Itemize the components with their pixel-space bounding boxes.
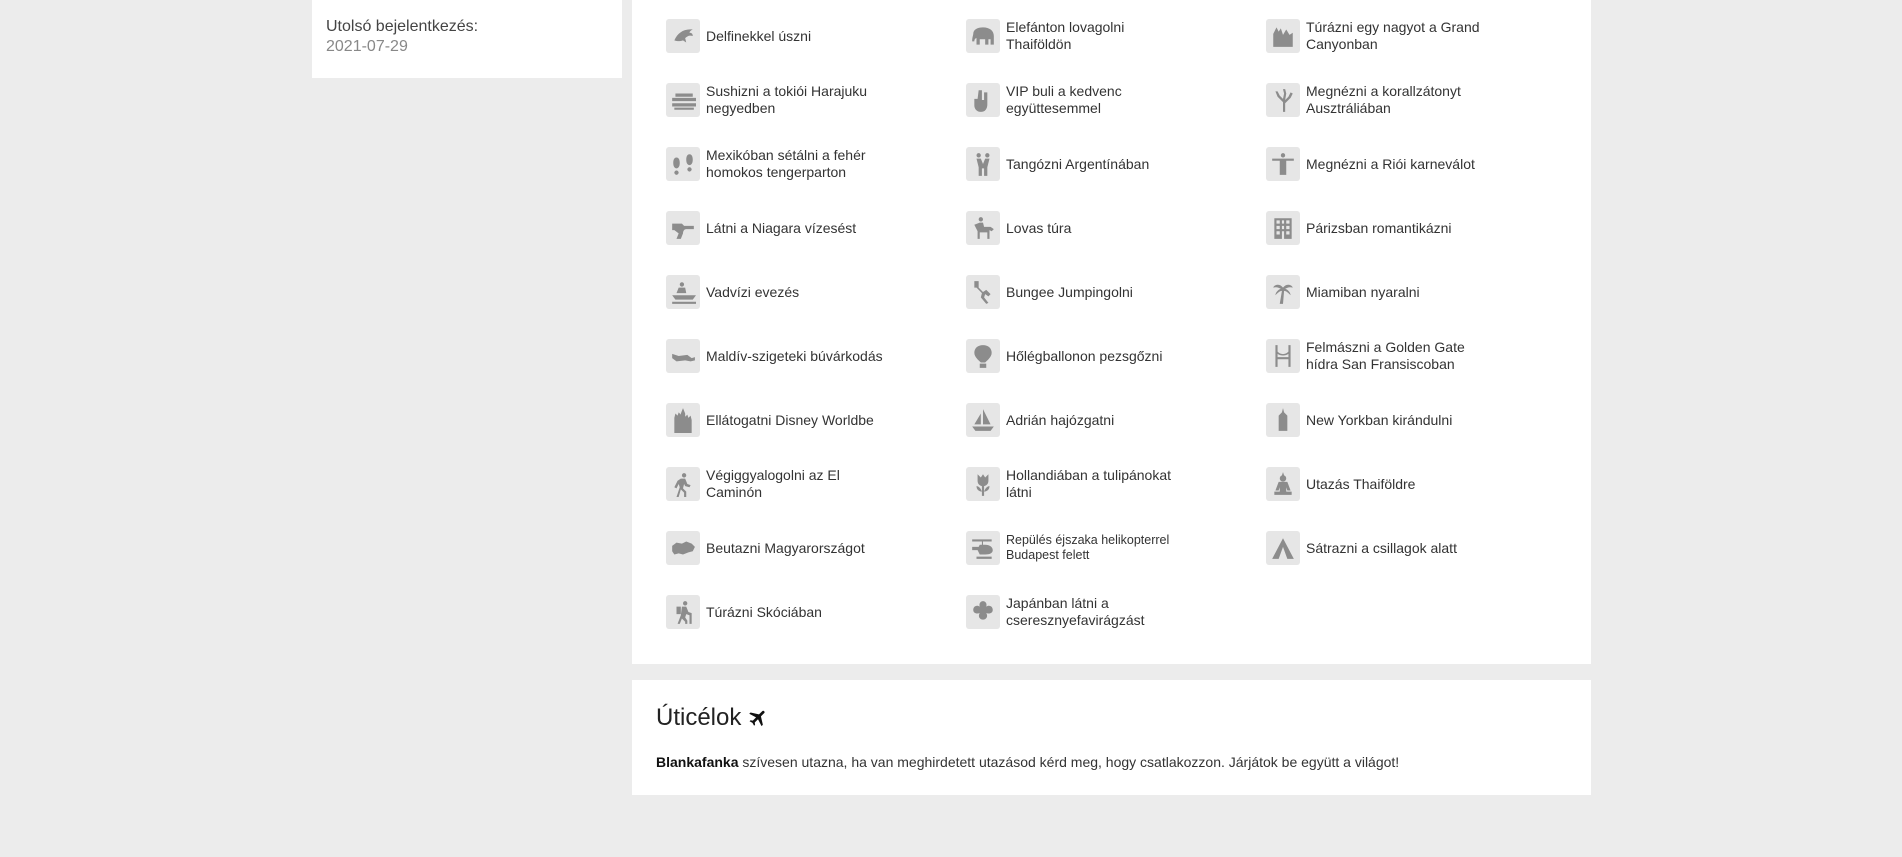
- waterfall-icon: [666, 211, 700, 245]
- wishlist-item-label: Végiggyalogolni az El Caminón: [706, 467, 840, 500]
- sailboat-icon: [966, 403, 1000, 437]
- wishlist-item-label: Tangózni Argentínában: [1006, 155, 1150, 172]
- wishlist-item-label: Megnézni a Riói karneválot: [1306, 155, 1475, 172]
- wishlist-item[interactable]: [666, 395, 956, 445]
- wishlist-item-label: Adrián hajózgatni: [1006, 411, 1115, 428]
- wishlist-item[interactable]: [966, 139, 1256, 189]
- wishlist-item[interactable]: [966, 11, 1256, 61]
- wishlist-item[interactable]: [966, 331, 1256, 381]
- wishlist-item-label: Sushizni a tokiói Harajuku negyedben: [706, 83, 868, 116]
- wishlist-item[interactable]: [666, 203, 956, 253]
- wishlist-item-label: Utazás Thaiföldre: [1306, 475, 1416, 492]
- wishlist-item[interactable]: [666, 75, 956, 125]
- wishlist-item[interactable]: [666, 11, 956, 61]
- wishlist-item-label: Delfinekkel úszni: [706, 27, 812, 44]
- wishlist-item[interactable]: [1266, 139, 1556, 189]
- wishlist-item[interactable]: [966, 267, 1256, 317]
- hot-air-balloon-icon: [966, 339, 1000, 373]
- wishlist-item[interactable]: [1266, 11, 1556, 61]
- wishlist-item[interactable]: [1266, 459, 1556, 509]
- wishlist-card: [632, 0, 1591, 664]
- christ-statue-icon: [1266, 147, 1300, 181]
- destinations-text: szívesen utazna, ha van meghirdetett utazásod kérd meg, hogy csatlakozzon. Járjátok be együtt a világot!: [738, 754, 1400, 770]
- bridge-icon: [1266, 339, 1300, 373]
- tent-icon: [1266, 531, 1300, 565]
- wishlist-item[interactable]: [1266, 267, 1556, 317]
- wishlist-item[interactable]: [666, 523, 956, 573]
- wishlist-item-label: Ellátogatni Disney Worldbe: [706, 411, 874, 428]
- wishlist-item[interactable]: [966, 395, 1256, 445]
- palm-tree-icon: [1266, 275, 1300, 309]
- destinations-card: [632, 680, 1591, 795]
- wishlist-item[interactable]: [1266, 331, 1556, 381]
- canyon-icon: [1266, 19, 1300, 53]
- walker-icon: [666, 467, 700, 501]
- wishlist-item[interactable]: [966, 203, 1256, 253]
- paris-building-icon: [1266, 211, 1300, 245]
- wishlist-item-label: Megnézni a korallzátonyt Ausztráliában: [1306, 83, 1461, 116]
- wishlist-item[interactable]: [666, 587, 956, 637]
- diver-icon: [666, 339, 700, 373]
- destinations-title: Úticélok: [656, 704, 742, 731]
- wishlist-item[interactable]: [666, 267, 956, 317]
- last-login-value: 2021-07-29: [326, 38, 408, 55]
- rafting-icon: [666, 275, 700, 309]
- sushi-icon: [666, 83, 700, 117]
- buddha-icon: [1266, 467, 1300, 501]
- wishlist-item-label: Elefánton lovagolni Thaiföldön: [1006, 19, 1125, 52]
- tango-icon: [966, 147, 1000, 181]
- hungary-map-icon: [666, 531, 700, 565]
- wishlist-item-label: Vadvízi evezés: [706, 283, 800, 300]
- wishlist-item-label: Repülés éjszaka helikopterrel Budapest felett: [1006, 533, 1170, 562]
- coral-icon: [1266, 83, 1300, 117]
- wishlist-item-label: Bungee Jumpingolni: [1006, 283, 1133, 300]
- wishlist-item-label: Párizsban romantikázni: [1306, 219, 1452, 236]
- wishlist-item[interactable]: [966, 459, 1256, 509]
- wishlist-item-label: Mexikóban sétálni a fehér homokos tengerparton: [706, 147, 866, 180]
- wishlist-item[interactable]: [1266, 523, 1556, 573]
- destinations-heading: [656, 704, 769, 732]
- elephant-icon: [966, 19, 1000, 53]
- last-login-card: [312, 0, 622, 78]
- wishlist-item[interactable]: [966, 523, 1256, 573]
- wishlist-item-label: Felmászni a Golden Gate hídra San Fransiscoban: [1306, 339, 1465, 372]
- wishlist-item[interactable]: [1266, 203, 1556, 253]
- wishlist-item-label: New Yorkban kirándulni: [1306, 411, 1453, 428]
- wishlist-item-label: Sátrazni a csillagok alatt: [1306, 539, 1457, 556]
- wishlist-item-label: Túrázni egy nagyot a Grand Canyonban: [1306, 19, 1480, 52]
- cherry-blossom-icon: [966, 595, 1000, 629]
- airplane-icon: [747, 707, 769, 729]
- hiker-icon: [666, 595, 700, 629]
- rock-hand-icon: [966, 83, 1000, 117]
- wishlist-item[interactable]: [966, 75, 1256, 125]
- horse-rider-icon: [966, 211, 1000, 245]
- wishlist-item-label: Japánban látni a cseresznyefavirágzást: [1006, 595, 1145, 628]
- last-login-label: Utolsó bejelentkezés:: [326, 18, 479, 35]
- wishlist-item[interactable]: [666, 459, 956, 509]
- footprints-icon: [666, 147, 700, 181]
- destinations-description: [656, 754, 1399, 770]
- wishlist-item-label: Túrázni Skóciában: [706, 603, 822, 620]
- tulip-icon: [966, 467, 1000, 501]
- bungee-icon: [966, 275, 1000, 309]
- dolphin-icon: [666, 19, 700, 53]
- wishlist-item[interactable]: [1266, 75, 1556, 125]
- wishlist-item-label: Beutazni Magyarországot: [706, 539, 865, 556]
- wishlist-item[interactable]: [1266, 395, 1556, 445]
- wishlist-item[interactable]: [666, 139, 956, 189]
- wishlist-item[interactable]: [666, 331, 956, 381]
- wishlist-item-label: Látni a Niagara vízesést: [706, 219, 857, 236]
- wishlist-item-label: Miamiban nyaralni: [1306, 283, 1420, 300]
- wishlist-item-label: Lovas túra: [1006, 219, 1072, 236]
- wishlist-item-label: Maldív-szigeteki búvárkodás: [706, 347, 883, 364]
- castle-icon: [666, 403, 700, 437]
- wishlist-item-label: Hollandiában a tulipánokat látni: [1006, 467, 1172, 500]
- destinations-username[interactable]: Blankafanka: [656, 754, 739, 770]
- helicopter-icon: [966, 531, 1000, 565]
- wishlist-item[interactable]: [966, 587, 1256, 637]
- wishlist-item-label: Hőlégballonon pezsgőzni: [1006, 347, 1163, 364]
- skyscraper-icon: [1266, 403, 1300, 437]
- wishlist-item-label: VIP buli a kedvenc együttesemmel: [1006, 83, 1122, 116]
